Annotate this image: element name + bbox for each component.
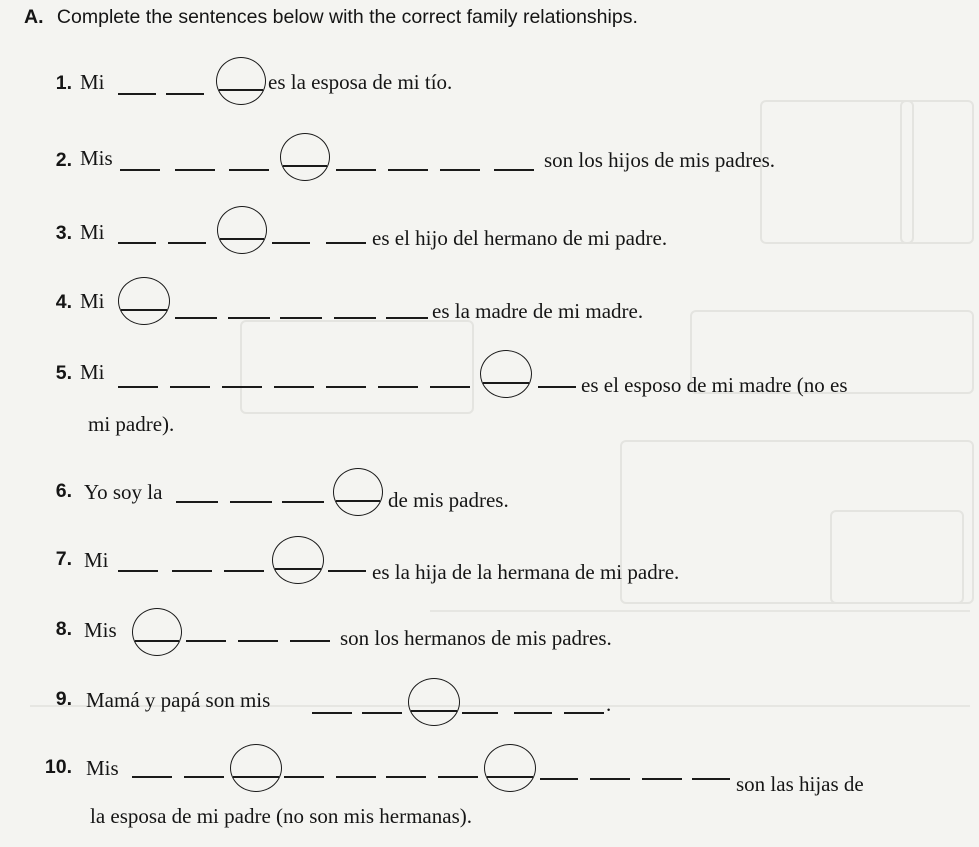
item-number: 8. bbox=[55, 618, 72, 640]
letter-blank[interactable] bbox=[386, 776, 426, 778]
letter-blank[interactable] bbox=[118, 93, 156, 95]
item-number: 4. bbox=[55, 291, 72, 313]
letter-blank[interactable] bbox=[336, 776, 376, 778]
letter-blank[interactable] bbox=[440, 169, 480, 171]
item-text-before: Mis bbox=[86, 756, 119, 780]
letter-blank[interactable] bbox=[168, 242, 206, 244]
circled-letter-blank[interactable] bbox=[333, 468, 383, 516]
letter-blank[interactable] bbox=[494, 169, 534, 171]
exercise-item-3 bbox=[0, 218, 979, 268]
item-text-after: es el hijo del hermano de mi padre. bbox=[372, 226, 668, 250]
letter-blank[interactable] bbox=[228, 317, 270, 319]
letter-blank[interactable] bbox=[328, 570, 366, 572]
item-text-after: son las hijas de bbox=[736, 772, 864, 796]
letter-blank[interactable] bbox=[166, 93, 204, 95]
letter-blank[interactable] bbox=[230, 501, 272, 503]
section-instructions bbox=[24, 6, 638, 29]
letter-blank[interactable] bbox=[514, 712, 552, 714]
letter-blank[interactable] bbox=[362, 712, 402, 714]
letter-blank[interactable] bbox=[326, 386, 366, 388]
item-number: 9. bbox=[55, 688, 72, 710]
letter-blank[interactable] bbox=[540, 778, 578, 780]
exercise-item-2 bbox=[0, 143, 979, 193]
instructions-text: Complete the sentences below with the correct family relationships. bbox=[56, 6, 638, 28]
letter-blank[interactable] bbox=[564, 712, 604, 714]
exercise-item-4 bbox=[0, 291, 979, 341]
item-text-before: Mi bbox=[80, 360, 105, 384]
circled-letter-blank[interactable] bbox=[280, 133, 330, 181]
circled-letter-blank[interactable] bbox=[217, 206, 267, 254]
item-text-before: Mis bbox=[80, 146, 113, 170]
letter-blank[interactable] bbox=[538, 386, 576, 388]
circled-letter-blank[interactable] bbox=[230, 744, 282, 792]
letter-blank[interactable] bbox=[186, 640, 226, 642]
letter-blank[interactable] bbox=[222, 386, 262, 388]
letter-blank[interactable] bbox=[118, 570, 158, 572]
letter-blank[interactable] bbox=[282, 501, 324, 503]
letter-blank[interactable] bbox=[290, 640, 330, 642]
exercise-item-10 bbox=[0, 756, 979, 836]
letter-blank[interactable] bbox=[132, 776, 172, 778]
letter-blank[interactable] bbox=[430, 386, 470, 388]
item-number: 10. bbox=[44, 756, 72, 778]
letter-blank[interactable] bbox=[336, 169, 376, 171]
letter-blank[interactable] bbox=[176, 501, 218, 503]
item-text-continued: mi padre). bbox=[88, 412, 175, 436]
exercise-item-1 bbox=[0, 67, 979, 117]
letter-blank[interactable] bbox=[326, 242, 366, 244]
letter-blank[interactable] bbox=[642, 778, 682, 780]
letter-blank[interactable] bbox=[120, 169, 160, 171]
item-number: 2. bbox=[55, 149, 72, 171]
letter-blank[interactable] bbox=[280, 317, 322, 319]
circled-letter-blank[interactable] bbox=[118, 277, 170, 325]
item-text-before: Mi bbox=[80, 289, 105, 313]
letter-blank[interactable] bbox=[692, 778, 730, 780]
letter-blank[interactable] bbox=[172, 570, 212, 572]
item-text-before: Mi bbox=[84, 548, 109, 572]
item-text-before: Mis bbox=[84, 618, 117, 642]
letter-blank[interactable] bbox=[224, 570, 264, 572]
circled-letter-blank[interactable] bbox=[216, 57, 266, 105]
letter-blank[interactable] bbox=[590, 778, 630, 780]
letter-blank[interactable] bbox=[334, 317, 376, 319]
letter-blank[interactable] bbox=[274, 386, 314, 388]
exercise-item-9 bbox=[0, 688, 979, 738]
letter-blank[interactable] bbox=[170, 386, 210, 388]
letter-blank[interactable] bbox=[272, 242, 310, 244]
circled-letter-blank[interactable] bbox=[484, 744, 536, 792]
item-number: 3. bbox=[55, 222, 72, 244]
item-text-after: . bbox=[606, 692, 612, 716]
letter-blank[interactable] bbox=[388, 169, 428, 171]
letter-blank[interactable] bbox=[175, 169, 215, 171]
item-text-after: es el esposo de mi madre (no es bbox=[581, 373, 848, 397]
item-text-after: es la esposa de mi tío. bbox=[268, 70, 453, 94]
item-number: 6. bbox=[55, 480, 72, 502]
item-text-after: es la hija de la hermana de mi padre. bbox=[372, 560, 680, 584]
item-text-before: Yo soy la bbox=[84, 480, 163, 504]
letter-blank[interactable] bbox=[462, 712, 498, 714]
letter-blank[interactable] bbox=[378, 386, 418, 388]
item-number: 5. bbox=[55, 362, 72, 384]
exercise-item-7 bbox=[0, 548, 979, 598]
item-text-continued: la esposa de mi padre (no son mis hermanas). bbox=[90, 804, 472, 828]
item-text-before: Mi bbox=[80, 70, 105, 94]
letter-blank[interactable] bbox=[118, 386, 158, 388]
item-text-before: Mi bbox=[80, 220, 105, 244]
item-text-after: es la madre de mi madre. bbox=[432, 299, 644, 323]
item-text-after: son los hijos de mis padres. bbox=[544, 148, 775, 172]
exercise-item-5 bbox=[0, 362, 979, 442]
letter-blank[interactable] bbox=[175, 317, 217, 319]
letter-blank[interactable] bbox=[312, 712, 352, 714]
item-number: 7. bbox=[55, 548, 72, 570]
circled-letter-blank[interactable] bbox=[132, 608, 182, 656]
letter-blank[interactable] bbox=[438, 776, 478, 778]
letter-blank[interactable] bbox=[284, 776, 324, 778]
letter-blank[interactable] bbox=[229, 169, 269, 171]
item-text-after: son los hermanos de mis padres. bbox=[340, 626, 612, 650]
letter-blank[interactable] bbox=[386, 317, 428, 319]
circled-letter-blank[interactable] bbox=[480, 350, 532, 398]
exercise-item-8 bbox=[0, 618, 979, 668]
exercise-item-6 bbox=[0, 480, 979, 530]
item-text-after: de mis padres. bbox=[388, 488, 509, 512]
letter-blank[interactable] bbox=[118, 242, 156, 244]
section-letter: A. bbox=[24, 6, 44, 28]
circled-letter-blank[interactable] bbox=[272, 536, 324, 584]
item-number: 1. bbox=[55, 72, 72, 94]
letter-blank[interactable] bbox=[238, 640, 278, 642]
letter-blank[interactable] bbox=[184, 776, 224, 778]
item-text-before: Mamá y papá son mis bbox=[86, 688, 271, 712]
circled-letter-blank[interactable] bbox=[408, 678, 460, 726]
